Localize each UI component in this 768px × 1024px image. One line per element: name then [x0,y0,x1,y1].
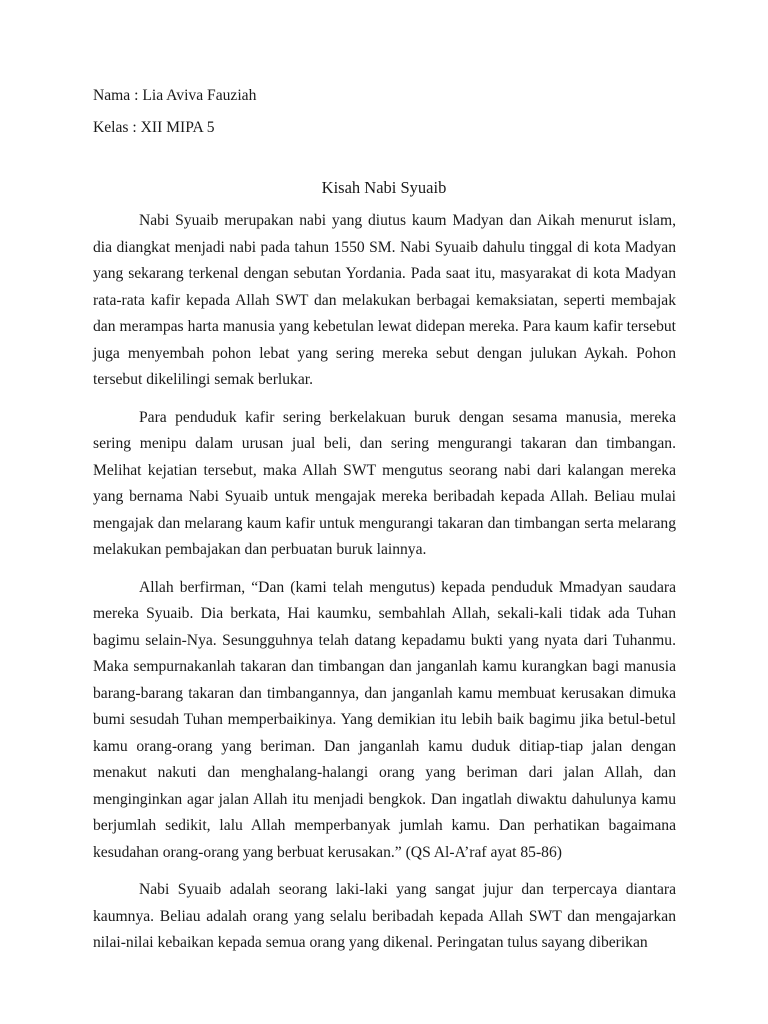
document-title: Kisah Nabi Syuaib [321,178,447,197]
paragraph-4: Nabi Syuaib adalah seorang laki-laki yang sangat jujur dan terpercaya diantara kaumnya. Beliau adalah orang yang selalu beribadah kepada Allah SWT dan mengajarkan nilai-nilai kebaikan kepada semua orang yang dikenal. Peringatan tulus sayang diberikan [93,881,676,951]
paragraph-1: Nabi Syuaib merupakan nabi yang diutus kaum Madyan dan Aikah menurut islam, dia diangkat menjadi nabi pada tahun 1550 SM. Nabi Syuaib dahulu tinggal di kota Madyan yang sekarang terkenal dengan sebutan Yordania. Pada saat itu, masyarakat di kota Madyan rata-rata kafir kepada Allah SWT dan melakukan berbagai kemaksiatan, seperti membajak dan merampas harta manusia yang kebetulan lewat didepan mereka. Para kaum kafir tersebut juga menyembah pohon lebat yang sering mereka sebut dengan julukan Aykah. Pohon tersebut dikelilingi semak berlukar. [93,212,676,388]
paragraph-3-quote: Allah berfirman, “Dan (kami telah mengutus) kepada penduduk Mmadyan saudara mereka Syuaib. Dia berkata, Hai kaumku, sembahlah Allah, sekali-kali tidak ada Tuhan bagimu selain-Nya. Sesungguhnya telah datang kepadamu bukti yang nyata dari Tuhanmu. Maka sempurnakanlah takaran dan timbangan dan janganlah kamu kurangkan bagi manusia barang-barang takaran dan timbangannya, dan janganlah kamu membuat kerusakan dimuka bumi sesudah Tuhan memperbaikinya. Yang demikian itu lebih baik bagimu jika betul-betul kamu orang-orang yang beriman. Dan janganlah kamu duduk ditiap-tiap jalan dengan menakut nakuti dan menghalang-halangi orang yang beriman dari jalan Allah, dan menginginkan agar jalan Allah itu menjadi bengkok. Dan ingatlah diwaktu dahulunya kamu berjumlah sedikit, lalu Allah memperbanyak jumlah kamu. Dan perhatikan bagaimana kesudahan orang-orang yang berbuat kerusakan.” (QS Al-A’raf ayat 85-86) [93,578,676,861]
student-name-line: Nama : Lia Aviva Fauziah [93,87,257,104]
student-class-line: Kelas : XII MIPA 5 [93,119,215,136]
document-body [93,208,676,955]
paragraph-2: Para penduduk kafir sering berkelakuan buruk dengan sesama manusia, mereka sering menipu dalam urusan jual beli, dan sering mengurangi takaran dan timbangan. Melihat kejatian tersebut, maka Allah SWT mengutus seorang nabi dari kalangan mereka yang bernama Nabi Syuaib untuk mengajak mereka beribadah kepada Allah. Beliau mulai mengajak dan melarang kaum kafir untuk mengurangi takaran dan timbangan serta melarang melakukan pembajakan dan perbuatan buruk lainnya. [93,408,676,558]
